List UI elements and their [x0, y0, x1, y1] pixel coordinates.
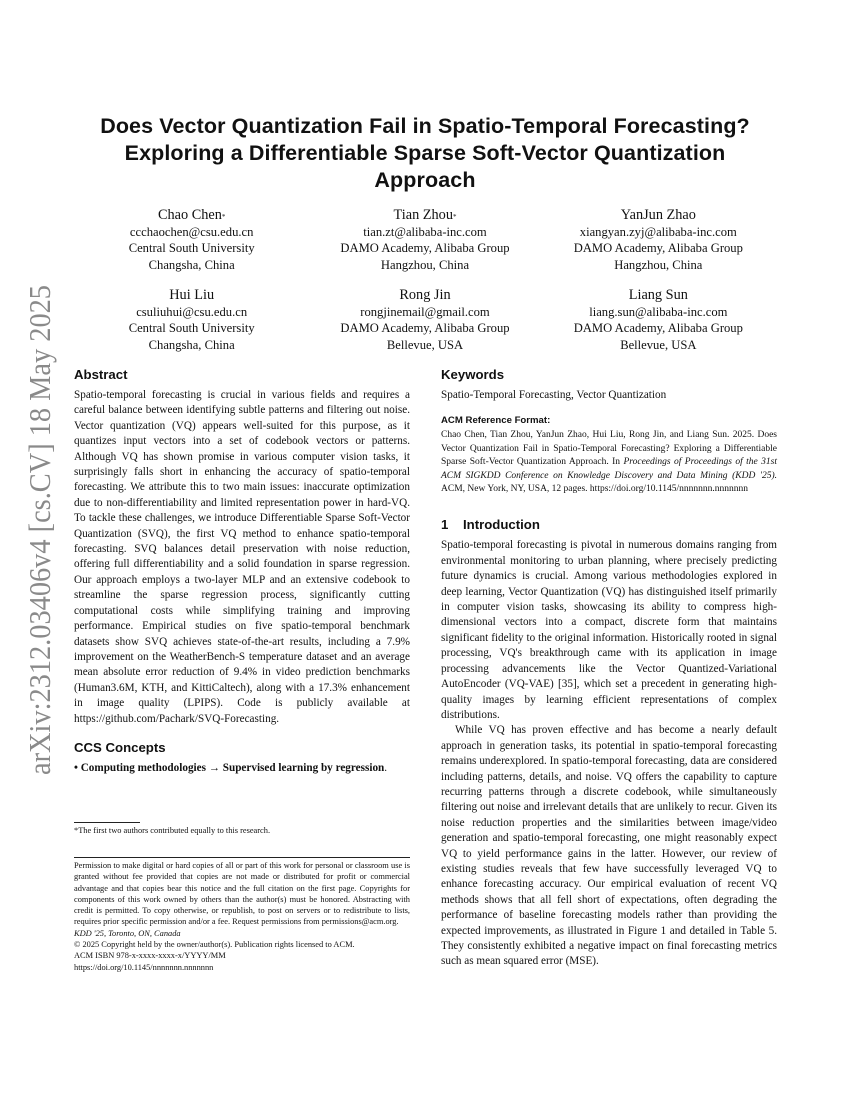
abstract-heading: Abstract [74, 367, 128, 382]
author-name: Chao Chen* [157, 207, 226, 223]
author-block [308, 206, 541, 273]
title-line-3: Approach [374, 168, 476, 192]
author-email: xiangyan.zyj@alibaba-inc.com [579, 225, 737, 239]
author-affiliation: DAMO Academy, Alibaba Group [340, 241, 510, 256]
footnote: *The first two authors contributed equally to this research. [74, 826, 271, 835]
author-name: YanJun Zhao [620, 207, 696, 223]
author-affiliation: DAMO Academy, Alibaba Group [573, 321, 743, 336]
author-location: Changsha, China [148, 257, 235, 272]
author-location: Bellevue, USA [620, 337, 697, 352]
right-column [441, 366, 777, 970]
author-block [542, 286, 775, 353]
author-location: Bellevue, USA [386, 337, 464, 352]
author-location: Changsha, China [148, 337, 235, 352]
acm-reference-proceedings: Proceedings of Proceedings of the 31st ACM SIGKDD Conference on Knowledge Discovery and Data Mining (KDD '25). [441, 457, 777, 481]
acm-reference-heading: ACM Reference Format: [441, 415, 551, 427]
author-email: rongjinemail@gmail.com [360, 305, 490, 319]
equal-contribution-mark: * [221, 213, 226, 221]
intro-paragraph: Spatio-temporal forecasting is pivotal in numerous domains ranging from environmental monitoring to urban planning, where precisely predicting future dynamics is crucial. Among various methodologies explored in deep learning, Vector Quantization (VQ) has distinguished itself primarily in computer vision tasks, showcasing its ability to compress high-dimensional vectors into a compact, discrete form that maintains significant fidelity to the original information. Historically rooted in signal processing, VQ's breakthrough came with its application in image processing advancements like the Vector Quantized-Variational AutoEncoder (VQ-VAE) [35], which set a precedent in generating high-quality images by learning efficient representations of complex distributions. [441, 539, 777, 721]
left-column [74, 366, 410, 776]
ccs-tail: . [384, 761, 388, 774]
copyright: © 2025 Copyright held by the owner/author(s). Publication rights licensed to ACM. [74, 940, 355, 950]
author-name: Rong Jin [399, 287, 451, 303]
author-name: Tian Zhou* [393, 207, 457, 223]
footnote-rule [74, 822, 140, 823]
permission-text: Permission to make digital or hard copies of all or part of this work for personal or classroom use is granted without fee provided that copies are not made or distributed for profit or commercial advantage and that copies bear this notice and the full citation on the first page. Copyrights for components of this work owned by others than the author(s) must be honored. Abstracting with credit is permitted. To copy otherwise, or republish, to post on servers or to redistribute to lists, requires prior specific permission and/or a fee. Request permissions from permissions@acm.org. [74, 861, 410, 927]
author-email: tian.zt@alibaba-inc.com [363, 225, 487, 239]
author-email: ccchaochen@csu.edu.cn [129, 225, 254, 239]
author-block [308, 286, 541, 353]
author-name: Liang Sun [628, 287, 688, 303]
author-email: liang.sun@alibaba-inc.com [589, 305, 728, 319]
introduction-heading: 1 Introduction [441, 517, 540, 533]
author-block [542, 206, 775, 273]
section-number: 1 [441, 517, 449, 533]
author-affiliation: DAMO Academy, Alibaba Group [340, 321, 510, 336]
author-row [75, 286, 775, 353]
ccs-concept: Computing methodologies → Supervised learning by regression [80, 761, 385, 774]
ccs-item [74, 761, 410, 776]
author-block [75, 206, 308, 273]
arxiv-id-text: arXiv:2312.03406v4 [cs.CV] 18 May 2025 [22, 280, 57, 775]
author-location: Hangzhou, China [380, 257, 470, 272]
author-name: Hui Liu [169, 287, 215, 303]
permission-rule [74, 857, 410, 858]
keywords-text: Spatio-Temporal Forecasting, Vector Quantization [441, 389, 667, 401]
equal-contribution-mark: * [452, 213, 457, 221]
arxiv-identifier [14, 280, 64, 780]
author-row [75, 206, 775, 273]
author-block [75, 286, 308, 353]
doi-link[interactable]: https://doi.org/10.1145/nnnnnnn.nnnnnnn [74, 962, 214, 972]
ccs-bullet: • [74, 761, 78, 774]
author-affiliation: Central South University [128, 321, 255, 336]
acm-reference-text: Chao Chen, Tian Zhou, YanJun Zhao, Hui Liu, Rong Jin, and Liang Sun. 2025. Does Vector Quantization Fail in Spatio-Temporal Forecasting? Exploring a Differentiable Sparse Soft-Vector Quantization Approach. In Proceedings of Proceedings of the 31st ACM SIGKDD Conference on Knowledge Discovery and Data Mining (KDD '25). ACM, New York, NY, USA, 12 pages. https://doi.org/10.1145/nnnnnnn.nnnnnnn [441, 430, 777, 495]
author-affiliation: DAMO Academy, Alibaba Group [573, 241, 743, 256]
ccs-section [74, 739, 410, 776]
venue: KDD '25, Toronto, ON, Canada [74, 928, 181, 938]
author-location: Hangzhou, China [614, 257, 703, 272]
abstract-text: Spatio-temporal forecasting is crucial in various fields and requires a careful balance between identifying subtle patterns and filtering out noise. Vector quantization (VQ) appears well-suited for this purpose, as it quantizes input vectors into a set of codebook vectors or patterns. Although VQ has shown promise in various computer vision tasks, it surprisingly falls short in enhancing the accuracy of spatio-temporal forecasting. We attribute this to two main issues: inaccurate optimization due to non-differentiability and limited representation power in hard-VQ. To tackle these challenges, we introduce Differentiable Sparse Soft-Vector Quantization (SVQ), the first VQ method to enhance spatio-temporal forecasting. SVQ balances detail preservation with noise reduction, offering full differentiability and a solid foundation in sparse regression. Our approach employs a two-layer MLP and an extensive codebook to streamline the sparse regression process, significantly cutting computational costs while simplifying training and improving performance. Empirical studies on five spatio-temporal benchmark datasets show SVQ achieves state-of-the-art results, including a 7.9% improvement on the WeatherBench-S temperature dataset and an average mean absolute error reduction of 9.4% in video prediction benchmarks (Human3.6M, KTH, and KittiCaltech), along with a 17.3% enhancement in image quality (LPIPS). Code is publicly available at https://github.com/Pachark/SVQ-Forecasting. [74, 389, 410, 725]
intro-paragraph: While VQ has proven effective and has become a nearly default approach in generation tasks, its potential in spatio-temporal forecasting remains underexplored. In spatio-temporal forecasting, data are considered including patterns, details, and noise. VQ offers the capability to capture recurring patterns through a discrete codebook, while simultaneously filtering out noise and irrelevant details that are unlikely to recur. Given its noise reduction properties and the similarities between image/video generation and spatio-temporal forecasting, one might reasonably expect VQ to yield performance gains in the latter. However, our review of existing studies reveals that few have successfully leveraged VQ to enhance forecasting accuracy. Our empirical evaluation of recent VQ methods shows that all fell short of expectations, often degrading the performance of baseline forecasting models rather than providing the expected improvements, as illustrated in Figure 1 and detailed in Table 5. They consistently exhibited a negative impact on final forecasting metrics such as mean squared error (MSE). [441, 724, 777, 968]
permission-block [74, 860, 410, 973]
ccs-heading: CCS Concepts [74, 739, 166, 755]
title-line-1: Does Vector Quantization Fail in Spatio-Temporal Forecasting? [100, 114, 750, 138]
isbn: ACM ISBN 978-x-xxxx-xxxx-x/YYYY/MM [74, 951, 226, 961]
paper-title [75, 113, 775, 194]
arxiv-stamp [14, 280, 64, 780]
keywords-heading: Keywords [441, 367, 505, 382]
author-affiliation: Central South University [128, 241, 255, 256]
author-email: csuliuhui@csu.edu.cn [136, 305, 248, 319]
title-line-2: Exploring a Differentiable Sparse Soft-Vector Quantization [124, 141, 726, 165]
